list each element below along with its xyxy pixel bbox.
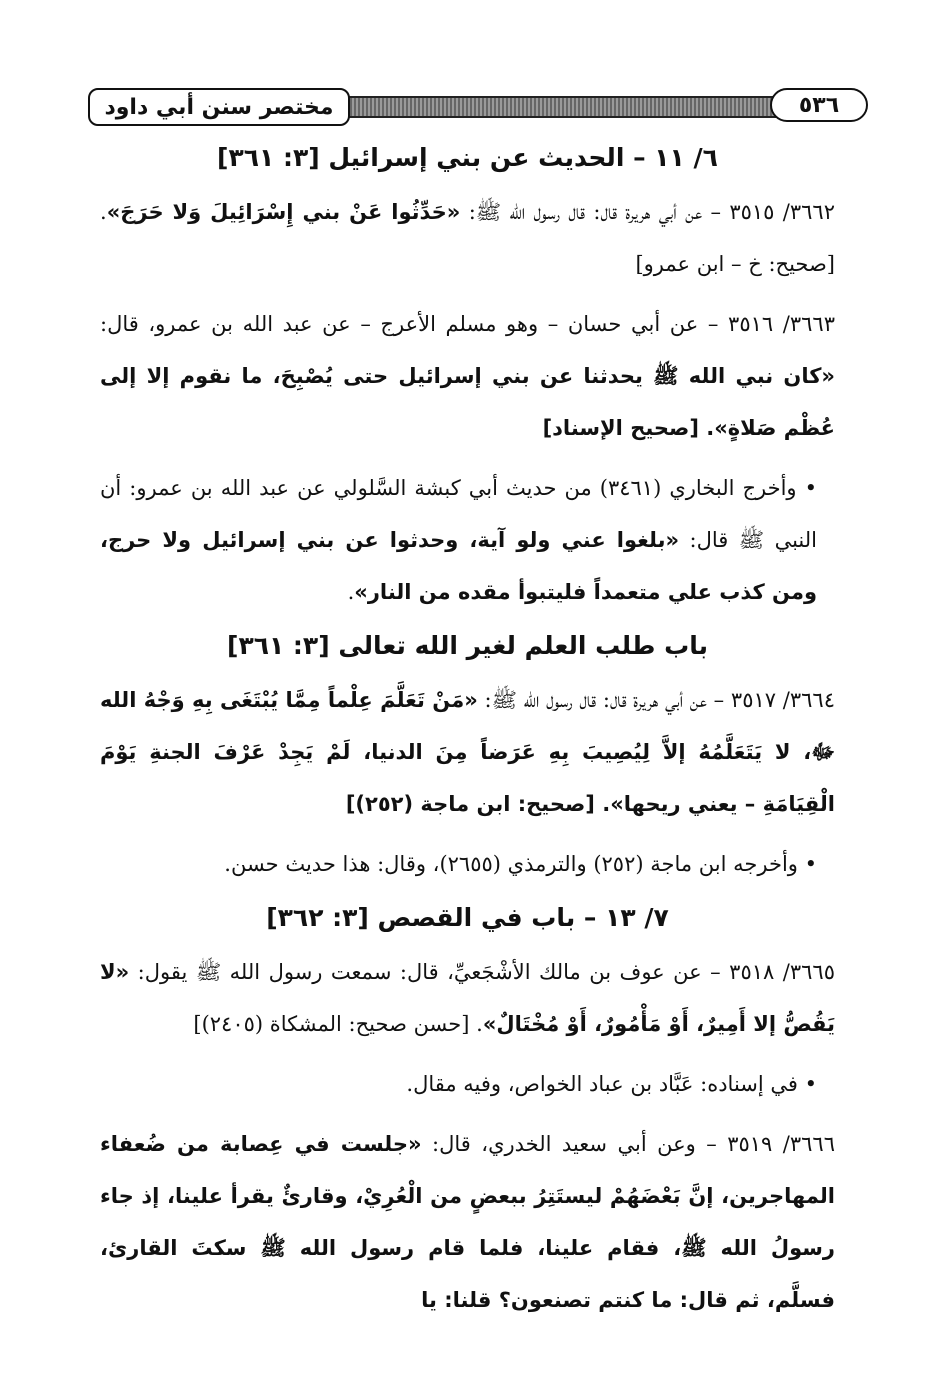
hadith-3662-grading: . [صحيح: خ – ابن عمرو] bbox=[100, 200, 835, 276]
note-bukhari bbox=[100, 462, 835, 618]
hadith-3664-grading: . [صحيح: ابن ماجة (٢٥٢)] bbox=[345, 792, 611, 816]
section-heading-israelites: ٦/ ١١ – الحديث عن بني إسرائيل [٣: ٣٦١] bbox=[217, 143, 718, 172]
running-header bbox=[88, 88, 868, 128]
note-isnad-text: • في إسناده: عَبَّاد بن عباد الخواص، وفيه مقال. bbox=[406, 1072, 817, 1096]
hadith-3664-text: «مَنْ تَعَلَّمَ عِلْماً مِمَّا يُبْتَغَى بِهِ وَجْهُ الله ﷻ، لا يَتَعَلَّمُهُ إلاَّ لِيُصِيبَ بِهِ عَرَضاً مِنَ الدنيا، لَمْ يَجِدْ عَرْفَ الجنةِ يَوْمَ الْقِيَامَةِ – يعني ريحها» bbox=[100, 688, 835, 816]
hadith-3664 bbox=[100, 674, 835, 830]
hadith-3665-text: «لا يَقُصُّ إلا أَمِيرٌ، أَوْ مَأْمُورٌ، أَوْ مُخْتَالٌ» bbox=[100, 960, 835, 1036]
hadith-3666-text: «جلست في عِصابة من ضُعفاء المهاجرين، إنَّ بَعْضَهُمْ ليستَتِرُ ببعضٍ من الْعُرِيْ، وقارئٌ يقرأ علينا، إذ جاء رسولُ الله ﷺ، فقام علينا، فلما قام رسول الله ﷺ سكتَ القارئ، فسلَّم، ثم قال: ما كنتم تصنعون؟ قلنا: يا bbox=[100, 1132, 835, 1312]
page-content bbox=[100, 138, 835, 1334]
hadith-3665-intro: ٣٦٦٥/ ٣٥١٨ – عن عوف بن مالك الأشْجَعيِّ، قال: سمعت رسول الله ﷺ يقول: bbox=[129, 960, 835, 984]
note-bukhari-end: . bbox=[347, 580, 355, 604]
hadith-3662-intro: ٣٦٦٢/ ٣٥١٥ – عن أبي هريرة قال: قال رسول الله ﷺ: bbox=[460, 200, 835, 224]
note-bukhari-intro: • وأخرج البخاري (٣٤٦١) من حديث أبي كبشة السَّلولي عن عبد الله بن عمرو: أن النبي ﷺ قال: bbox=[100, 476, 818, 552]
page-number: ٥٣٦ bbox=[770, 88, 868, 122]
hadith-3663-grading: . [صحيح الإسناد] bbox=[542, 416, 715, 440]
note-isnad bbox=[100, 1058, 835, 1110]
hadith-3663 bbox=[100, 298, 835, 454]
header-decorative-bar bbox=[346, 96, 776, 118]
hadith-3666-intro: ٣٦٦٦/ ٣٥١٩ – وعن أبي سعيد الخدري، قال: bbox=[421, 1132, 835, 1156]
section-heading-knowledge: باب طلب العلم لغير الله تعالى [٣: ٣٦١] bbox=[227, 631, 708, 660]
note-ibn-majah bbox=[100, 838, 835, 890]
hadith-3662 bbox=[100, 186, 835, 290]
note-ibn-majah-text: • وأخرجه ابن ماجة (٢٥٢) والترمذي (٢٦٥٥)، وقال: هذا حديث حسن. bbox=[224, 852, 817, 876]
section-heading-stories: ٧/ ١٣ – باب في القصص [٣: ٣٦٢] bbox=[266, 903, 669, 932]
hadith-3663-text: «كان نبي الله ﷺ يحدثنا عن بني إسرائيل حتى يُصْبِحَ، ما نقوم إلا إلى عُظْم صَلاةٍ» bbox=[100, 364, 835, 440]
note-bukhari-text: «بلغوا عني ولو آية، وحدثوا عن بني إسرائيل ولا حرج، ومن كذب علي متعمداً فليتبوأ مقده من النار» bbox=[100, 528, 817, 604]
book-title: مختصر سنن أبي داود bbox=[88, 88, 350, 126]
hadith-3663-intro: ٣٦٦٣/ ٣٥١٦ – عن أبي حسان – وهو مسلم الأعرج – عن عبد الله بن عمرو، قال: bbox=[100, 312, 835, 336]
hadith-3665-grading: . [حسن صحيح: المشكاة (٢٤٠٥)] bbox=[193, 1012, 483, 1036]
hadith-3662-text: «حَدِّثُوا عَنْ بني إِسْرَائِيلَ وَلا حَرَجَ» bbox=[106, 200, 461, 224]
hadith-3665 bbox=[100, 946, 835, 1050]
hadith-3664-intro: ٣٦٦٤/ ٣٥١٧ – عن أبي هريرة قال: قال رسول الله ﷺ: bbox=[477, 688, 835, 712]
hadith-3666 bbox=[100, 1118, 835, 1326]
